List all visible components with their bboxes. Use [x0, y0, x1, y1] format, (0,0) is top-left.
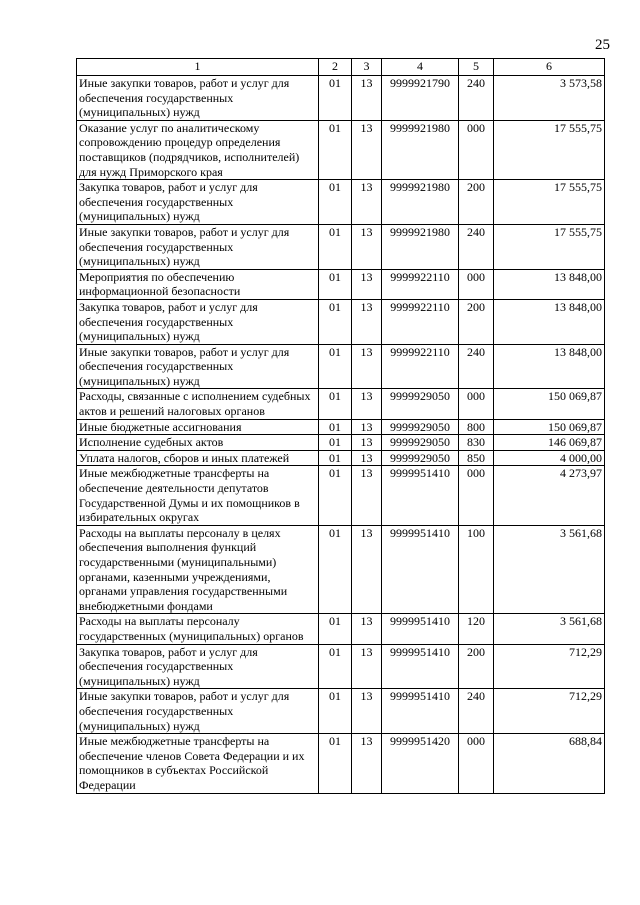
expense-type-code: 240 — [459, 224, 494, 269]
amount-value: 17 555,75 — [494, 120, 605, 179]
amount-value: 712,29 — [494, 644, 605, 689]
table-row — [77, 525, 605, 614]
subsection-code: 13 — [352, 120, 382, 179]
table-row — [77, 450, 605, 466]
expense-type-code: 000 — [459, 734, 494, 793]
amount-value: 3 573,58 — [494, 76, 605, 121]
expense-type-code: 240 — [459, 344, 494, 389]
section-code: 01 — [319, 180, 352, 225]
amount-value: 13 848,00 — [494, 269, 605, 299]
amount-value: 3 561,68 — [494, 614, 605, 644]
amount-value: 4 000,00 — [494, 450, 605, 466]
page-number: 25 — [595, 37, 610, 53]
expense-type-code: 000 — [459, 389, 494, 419]
section-code: 01 — [319, 224, 352, 269]
section-code: 01 — [319, 419, 352, 435]
table-row — [77, 299, 605, 344]
table-row — [77, 180, 605, 225]
budget-table — [76, 58, 605, 794]
amount-value: 13 848,00 — [494, 344, 605, 389]
target-article-code: 9999929050 — [382, 435, 459, 451]
subsection-code: 13 — [352, 389, 382, 419]
table-row — [77, 466, 605, 525]
table-row — [77, 614, 605, 644]
table-row — [77, 734, 605, 793]
section-code: 01 — [319, 525, 352, 614]
amount-value: 150 069,87 — [494, 389, 605, 419]
amount-value: 4 273,97 — [494, 466, 605, 525]
subsection-code: 13 — [352, 76, 382, 121]
expense-name: Оказание услуг по аналитическому сопровождению процедур определения поставщиков (подрядчиков, исполнителей) для нужд Приморского края — [77, 120, 319, 179]
section-code: 01 — [319, 450, 352, 466]
target-article-code: 9999921790 — [382, 76, 459, 121]
column-header-4: 4 — [382, 59, 459, 76]
target-article-code: 9999951410 — [382, 466, 459, 525]
section-code: 01 — [319, 734, 352, 793]
expense-name: Расходы на выплаты персоналу в целях обеспечения выполнения функций государственными (муниципальными) органами, казенными учреждениями, органами управления государственными внебюджетными фондами — [77, 525, 319, 614]
target-article-code: 9999922110 — [382, 299, 459, 344]
target-article-code: 9999929050 — [382, 419, 459, 435]
expense-type-code: 200 — [459, 180, 494, 225]
amount-value: 17 555,75 — [494, 224, 605, 269]
amount-value: 13 848,00 — [494, 299, 605, 344]
expense-name: Расходы на выплаты персоналу государственных (муниципальных) органов — [77, 614, 319, 644]
target-article-code: 9999921980 — [382, 180, 459, 225]
table-row — [77, 344, 605, 389]
column-header-2: 2 — [319, 59, 352, 76]
expense-type-code: 120 — [459, 614, 494, 644]
subsection-code: 13 — [352, 419, 382, 435]
subsection-code: 13 — [352, 614, 382, 644]
table-row — [77, 435, 605, 451]
table-row — [77, 419, 605, 435]
expense-type-code: 240 — [459, 689, 494, 734]
expense-name: Закупка товаров, работ и услуг для обеспечения государственных (муниципальных) нужд — [77, 299, 319, 344]
expense-type-code: 100 — [459, 525, 494, 614]
expense-type-code: 200 — [459, 299, 494, 344]
expense-name: Закупка товаров, работ и услуг для обеспечения государственных (муниципальных) нужд — [77, 180, 319, 225]
section-code: 01 — [319, 76, 352, 121]
amount-value: 150 069,87 — [494, 419, 605, 435]
expense-name: Расходы, связанные с исполнением судебных актов и решений налоговых органов — [77, 389, 319, 419]
table-row — [77, 224, 605, 269]
target-article-code: 9999929050 — [382, 450, 459, 466]
section-code: 01 — [319, 344, 352, 389]
column-header-6: 6 — [494, 59, 605, 76]
table-row — [77, 76, 605, 121]
section-code: 01 — [319, 299, 352, 344]
subsection-code: 13 — [352, 734, 382, 793]
table-row — [77, 120, 605, 179]
section-code: 01 — [319, 644, 352, 689]
table-row — [77, 269, 605, 299]
expense-type-code: 240 — [459, 76, 494, 121]
expense-name: Иные бюджетные ассигнования — [77, 419, 319, 435]
expense-type-code: 000 — [459, 120, 494, 179]
section-code: 01 — [319, 466, 352, 525]
expense-type-code: 000 — [459, 269, 494, 299]
target-article-code: 9999951420 — [382, 734, 459, 793]
subsection-code: 13 — [352, 450, 382, 466]
section-code: 01 — [319, 689, 352, 734]
column-header-3: 3 — [352, 59, 382, 76]
expense-name: Иные закупки товаров, работ и услуг для обеспечения государственных (муниципальных) нужд — [77, 224, 319, 269]
target-article-code: 9999951410 — [382, 689, 459, 734]
subsection-code: 13 — [352, 689, 382, 734]
subsection-code: 13 — [352, 344, 382, 389]
subsection-code: 13 — [352, 435, 382, 451]
amount-value: 712,29 — [494, 689, 605, 734]
expense-type-code: 800 — [459, 419, 494, 435]
expense-name: Закупка товаров, работ и услуг для обеспечения государственных (муниципальных) нужд — [77, 644, 319, 689]
target-article-code: 9999951410 — [382, 644, 459, 689]
amount-value: 3 561,68 — [494, 525, 605, 614]
subsection-code: 13 — [352, 299, 382, 344]
expense-name: Иные закупки товаров, работ и услуг для обеспечения государственных (муниципальных) нужд — [77, 689, 319, 734]
expense-type-code: 000 — [459, 466, 494, 525]
expense-name: Иные межбюджетные трансферты на обеспечение деятельности депутатов Государственной Думы и их помощников в избирательных округах — [77, 466, 319, 525]
target-article-code: 9999921980 — [382, 224, 459, 269]
target-article-code: 9999951410 — [382, 525, 459, 614]
amount-value: 146 069,87 — [494, 435, 605, 451]
target-article-code: 9999922110 — [382, 269, 459, 299]
expense-name: Уплата налогов, сборов и иных платежей — [77, 450, 319, 466]
column-header-1: 1 — [77, 59, 319, 76]
section-code: 01 — [319, 435, 352, 451]
subsection-code: 13 — [352, 224, 382, 269]
table-row — [77, 689, 605, 734]
amount-value: 17 555,75 — [494, 180, 605, 225]
target-article-code: 9999951410 — [382, 614, 459, 644]
table-header-row — [77, 59, 605, 76]
expense-name: Исполнение судебных актов — [77, 435, 319, 451]
column-header-5: 5 — [459, 59, 494, 76]
section-code: 01 — [319, 614, 352, 644]
amount-value: 688,84 — [494, 734, 605, 793]
table-row — [77, 644, 605, 689]
subsection-code: 13 — [352, 525, 382, 614]
target-article-code: 9999921980 — [382, 120, 459, 179]
expense-name: Мероприятия по обеспечению информационной безопасности — [77, 269, 319, 299]
table-row — [77, 389, 605, 419]
subsection-code: 13 — [352, 269, 382, 299]
target-article-code: 9999929050 — [382, 389, 459, 419]
expense-name: Иные закупки товаров, работ и услуг для обеспечения государственных (муниципальных) нужд — [77, 76, 319, 121]
expense-name: Иные межбюджетные трансферты на обеспечение членов Совета Федерации и их помощников в субъектах Российской Федерации — [77, 734, 319, 793]
expense-type-code: 830 — [459, 435, 494, 451]
target-article-code: 9999922110 — [382, 344, 459, 389]
expense-name: Иные закупки товаров, работ и услуг для обеспечения государственных (муниципальных) нужд — [77, 344, 319, 389]
section-code: 01 — [319, 120, 352, 179]
section-code: 01 — [319, 269, 352, 299]
subsection-code: 13 — [352, 466, 382, 525]
subsection-code: 13 — [352, 180, 382, 225]
section-code: 01 — [319, 389, 352, 419]
subsection-code: 13 — [352, 644, 382, 689]
expense-type-code: 200 — [459, 644, 494, 689]
expense-type-code: 850 — [459, 450, 494, 466]
